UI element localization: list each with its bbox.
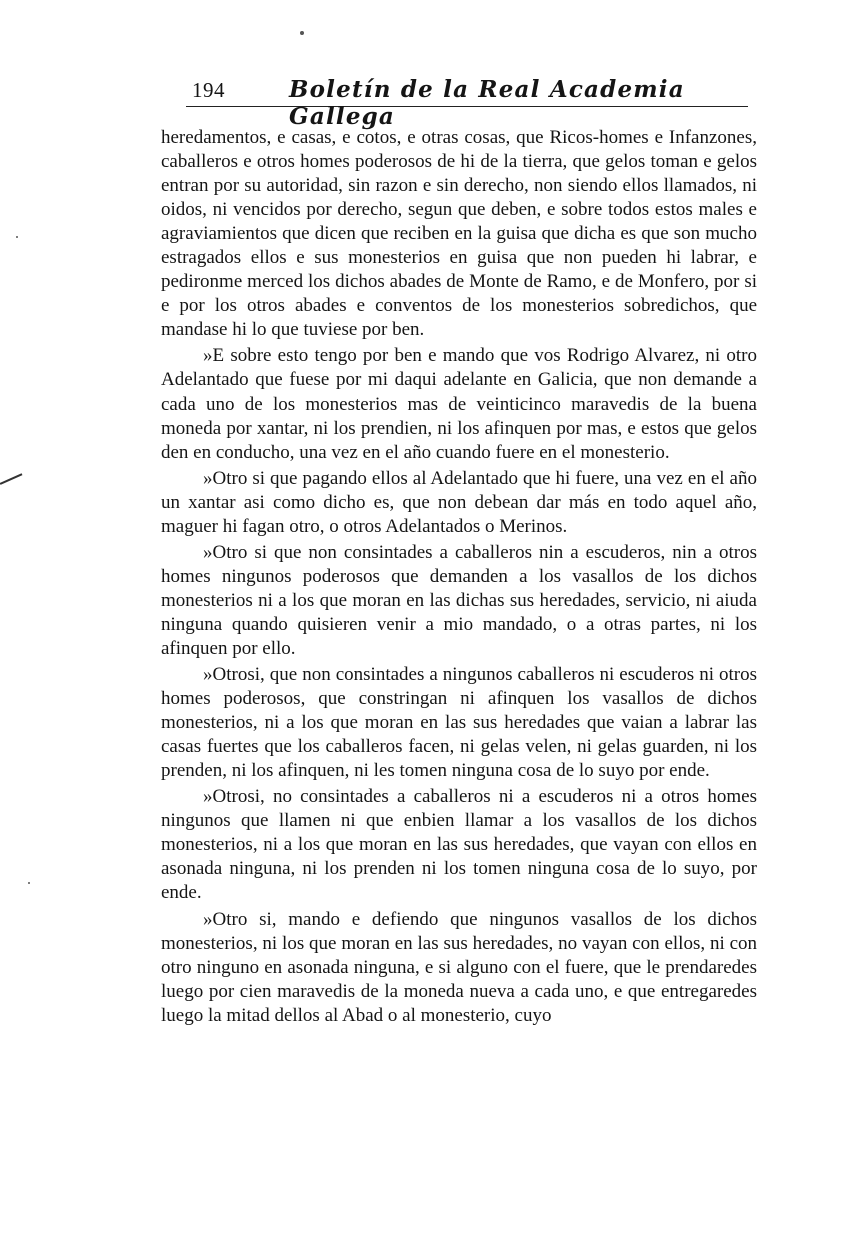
scan-speck — [300, 31, 304, 35]
paragraph: »E sobre esto tengo por ben e mando que vos Rodrigo Alvarez, ni otro Adelantado que fuese por mi daqui adelante en Galicia, que non demande a cada uno de los monesterios mas de veinticinco maravedis de la buena moneda por xantar, ni los prendien, ni los afinquen por mas, e estos que gelos den en conducho, una vez en el año cuando fuere en el monesterio. — [161, 345, 757, 463]
scan-speck — [16, 236, 18, 238]
journal-title: Boletín de la Real Academia Gallega — [289, 76, 685, 130]
paragraph: »Otrosi, no consintades a caballeros ni a escuderos ni a otros homes ningunos que llamen ni que enbien llamar a los vasallos de los dichos monesterios, ni a los que moran en las sus heredades, que vayan con ellos en asonada ninguna, ni los prenden ni los tomen ninguna cosa de lo suyo, por ende. — [161, 786, 757, 904]
body-text — [161, 126, 757, 1030]
paragraph: »Otro si que pagando ellos al Adelantado que hi fuere, una vez en el año un xantar asi como dicho es, que non debean dar más en todo aquel año, maguer hi fagan otro, o otros Adelantados o Merinos. — [161, 467, 757, 537]
paragraph: »Otrosi, que non consintades a ningunos caballeros ni escuderos ni otros homes poderosos, que constringan ni afinquen los vasallos de dichos monesterios, ni a los que moran en las sus heredades que vaian a labrar las casas fuertes que los caballeros facen, ni gelas velen, ni gelas guarden, ni los prenden, ni los afinquen, ni les tomen ninguna cosa de lo suyo por ende. — [161, 664, 757, 782]
paragraph: »Otro si, mando e defiendo que ningunos vasallos de los dichos monesterios, ni los que moran en las sus heredades, no vayan con ellos, ni con otro ninguno en asonada ninguna, e si alguno con el fuere, que le prendaredes luego por cien maravedis de la moneda nueva a cada uno, e que entregaredes luego la mitad dellos al Abad o al monesterio, cuyo — [161, 908, 757, 1026]
margin-mark — [0, 473, 22, 484]
page-number: 194 — [192, 78, 225, 102]
scan-speck — [28, 882, 30, 884]
running-head — [186, 72, 748, 130]
paragraph-continuation: heredamentos, e casas, e cotos, e otras cosas, que Ricos-homes e Infanzones, caballeros e otros homes poderosos de hi de la tierra, que gelos toman e gelos entran por su autoridad, sin razon e sin derecho, non siendo ellos llamados, ni oidos, ni vencidos por derecho, segun que deben, e sobre todos estos males e agraviamientos que dicen que reciben en la guisa que dicha es que son mucho estragados ellos e sus monesterios en guisa que non pueden hi labrar, e pedironme merced los dichos abades de Monte de Ramo, e de Monfero, por si e por los otros abades e conventos de los monesterios sobredichos, que mandase hi lo que tuviese por ben. — [161, 127, 757, 341]
paragraph: »Otro si que non consintades a caballeros nin a escuderos, nin a otros homes ningunos poderosos que demanden a los vasallos de los dichos monesterios ni a los que moran en las dichas sus heredades, servicio, ni aiuda ninguna quando quisieren venir a mio mandado, o a otras partes, ni los afinquen por ello. — [161, 541, 757, 659]
